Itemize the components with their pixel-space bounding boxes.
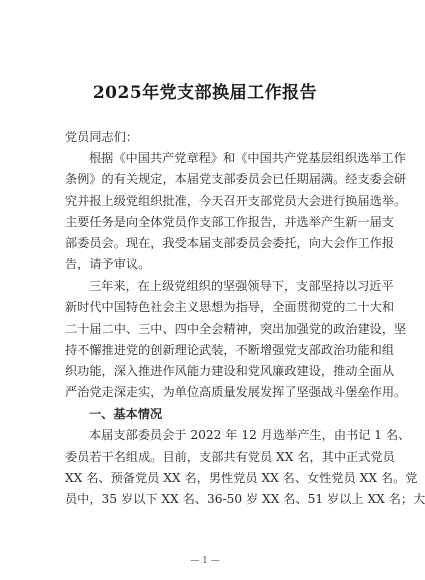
paragraph-line: 织功能，深入推进作风能力建设和党风廉政建设，推动全面从 xyxy=(65,364,395,379)
paragraph-line: 三年来，在上级党组织的坚强领导下，支部坚持以习近平 xyxy=(89,279,394,293)
paragraph-line: 告，请予审议。 xyxy=(65,257,151,272)
section-heading: 一、基本情况 xyxy=(89,407,163,421)
paragraph-line: 根据《中国共产党章程》和《中国共产党基层组织选举工作 xyxy=(89,151,406,165)
paragraph-line: XX 名、预备党员 XX 名，男性党员 XX 名、女性党员 XX 名。党 xyxy=(65,470,418,485)
paragraph-line: 委员若干名组成。目前，支部共有党员 XX 名，其中正式党员 xyxy=(65,449,395,464)
paragraph-line: 持不懈推进党的创新理论武装，不断增强党支部政治功能和组 xyxy=(65,342,395,357)
paragraph-1 xyxy=(65,148,407,276)
paragraph-line: 二十届二中、三中、四中全会精神，突出加强党的政治建设，坚 xyxy=(65,321,407,336)
page-number: — 1 — xyxy=(190,556,220,566)
paragraph-line: 条例》的有关规定，本届党支部委员会已任期届满。经支委会研 xyxy=(65,172,407,187)
section-basic-info xyxy=(65,404,425,510)
paragraph-line: 本届支部委员会于 2022 年 12 月选举产生，由书记 1 名、 xyxy=(89,428,411,443)
document-title: 2025年党支部换届工作报告 xyxy=(92,83,318,103)
paragraph-line: 主要任务是向全体党员作支部工作报告，并选举产生新一届支 xyxy=(65,214,395,229)
paragraph-line: 员中，35 岁以下 XX 名、36-50 岁 XX 名、51 岁以上 XX 名；大 xyxy=(65,492,425,507)
paragraph-line: 究并报上级党组织批准，今天召开支部党员大会进行换届选举。 xyxy=(65,193,407,208)
paragraph-2 xyxy=(65,276,407,404)
paragraph-line: 严治党走深走实，为单位高质量发展发挥了坚强战斗堡垒作用。 xyxy=(65,385,407,400)
paragraph-line: 部委员会。现在，我受本届支部委员会委托，向大会作工作报 xyxy=(65,236,395,251)
paragraph-line: 新时代中国特色社会主义思想为指导，全面贯彻党的二十大和 xyxy=(65,300,395,315)
salutation: 党员同志们： xyxy=(65,130,139,144)
